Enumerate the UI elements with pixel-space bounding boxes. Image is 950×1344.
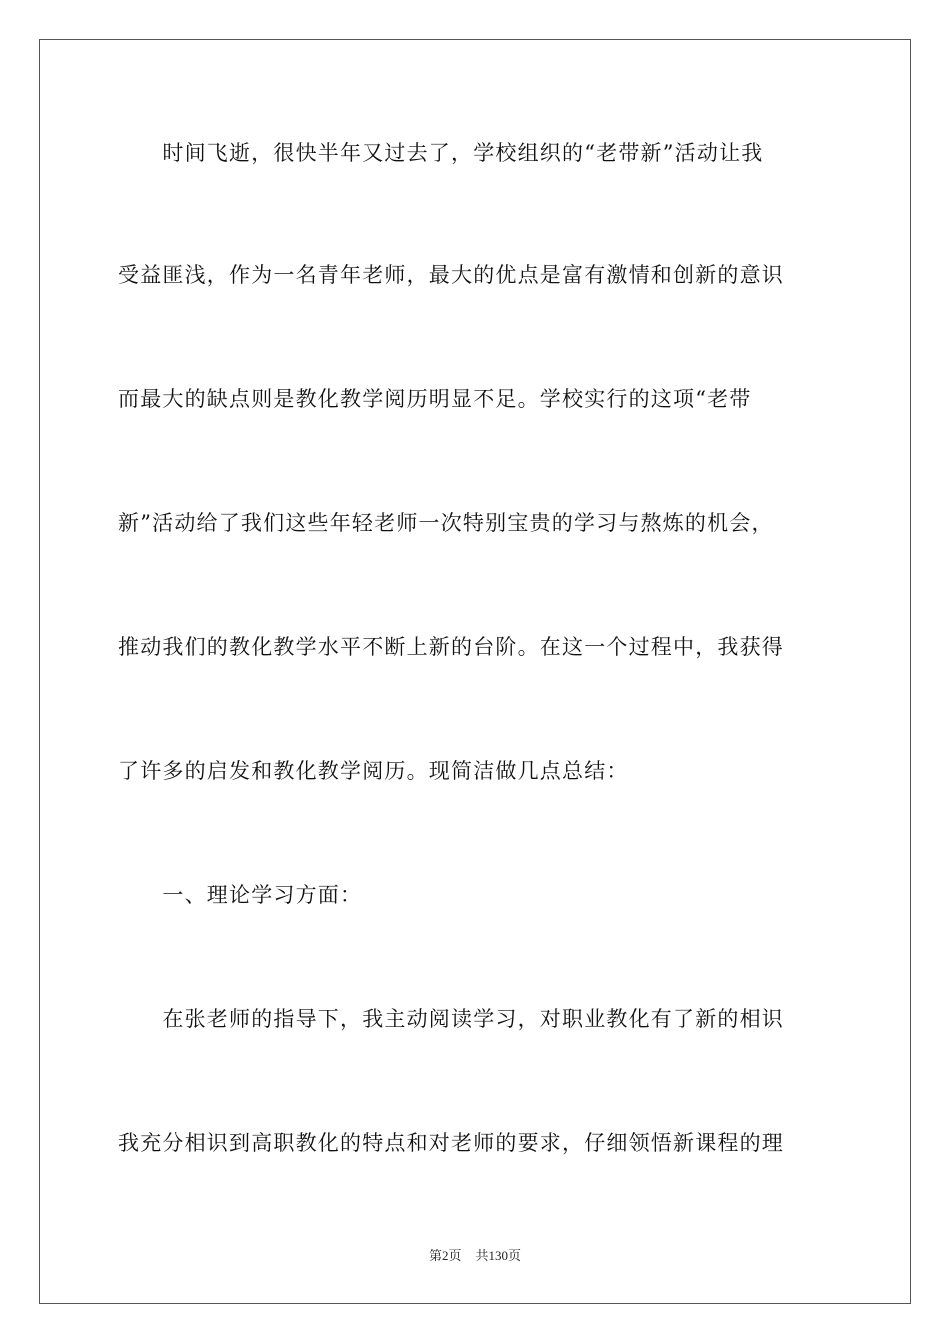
paragraph-line-4: 新”活动给了我们这些年轻老师一次特别宝贵的学习与熬炼的机会， [118, 511, 774, 535]
section-heading: 一、理论学习方面： [118, 883, 363, 907]
paragraph-line-8: 我充分相识到高职教化的特点和对老师的要求，仔细领悟新课程的理 [118, 1131, 784, 1155]
paragraph-line-5: 推动我们的教化教学水平不断上新的台阶。在这一个过程中，我获得 [118, 635, 784, 659]
page-number: 第2页 [428, 1248, 462, 1263]
paragraph-line-1: 时间飞逝，很快半年又过去了，学校组织的“老带新”活动让我 [118, 141, 764, 165]
page-footer [0, 1247, 950, 1265]
page-total: 共130页 [475, 1248, 522, 1263]
paragraph-line-2: 受益匪浅，作为一名青年老师，最大的优点是富有激情和创新的意识 [118, 263, 784, 287]
paragraph-line-7: 在张老师的指导下，我主动阅读学习，对职业教化有了新的相识 [118, 1007, 784, 1031]
page-border [39, 39, 911, 1304]
paragraph-line-6: 了许多的启发和教化教学阅历。现简洁做几点总结： [118, 759, 629, 783]
paragraph-line-3: 而最大的缺点则是教化教学阅历明显不足。学校实行的这项“老带 [118, 387, 752, 411]
